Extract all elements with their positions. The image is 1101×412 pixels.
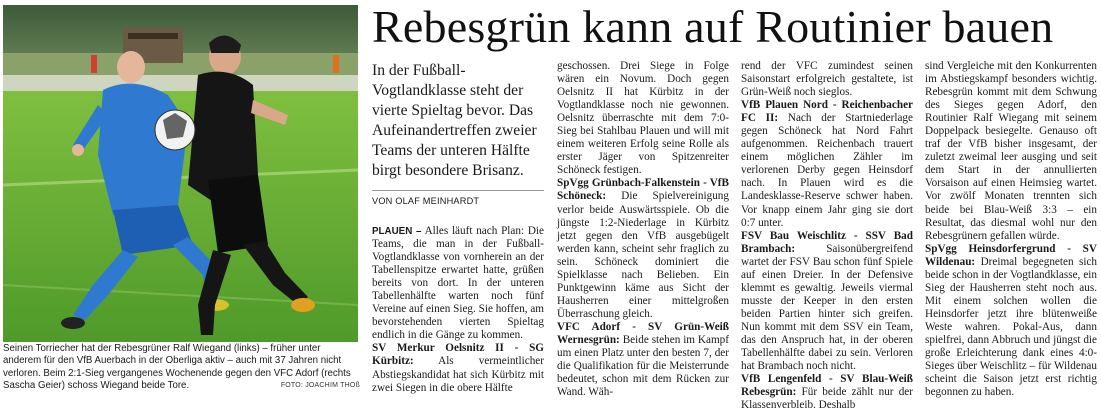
match-heading: VFC Adorf - SV Grün-Weiß Wernesgrün: xyxy=(557,320,729,346)
paragraph-match-heinsdorf-wildenau: SpVgg Heinsdorfergrund - SV Wildenau: Dreimal begegneten sich beide schon in der Vogtlandklasse, ein Sieg der Hausherren steht noch aus. Mit einem solchen wollen die Heinsdorfer jetzt ihre blütenweiße Weste wahren. Pokal-Aus, dann spielfrei, dann Abbruch und jüngst die große Erleichterung dank eines 4:0-Sieges über Weischlitz – für Wildenau scheint die Saison jetzt erst richtig begonnen zu haben. xyxy=(925,242,1097,399)
text-column-1 xyxy=(372,225,544,400)
paragraph-match-oelsnitz-kuerbitz: SV Merkur Oelsnitz II - SG Kürbitz: Als vermeintlicher Abstiegskandidat hat sich Kürbitz mit zwei Siegen in die obere Hälfte xyxy=(372,342,544,394)
paragraph: sind Vergleiche mit den Konkurrenten im Abstiegskampf besonders wichtig. Rebesgrün kommt mit dem Schwung des Sieges gegen Adorf, den Routinier Ralf Wiegang mit seinem Doppelpack besiegelte. Genauso oft traf der VfB bisher insgesamt, der zuletzt zweimal leer ausging und seit dem Start in der annullierten Vorsaison auf einen Heimsieg wartet. Vor zwölf Monaten trennten sich beide bei Blau-Weiß 3:3 – ein Resultat, das diesmal wohl nur den Rebesgrünern gefallen würde. xyxy=(925,60,1097,242)
article-intro: In der Fußball-Vogtlandklasse steht der vierte Spieltag bevor. Das Aufeinandertreffen zweier Teams der unteren Hälfte birgt besondere Brisanz. xyxy=(372,62,537,179)
match-heading: FSV Bau Weischlitz - SSV Bad Brambach: xyxy=(741,229,913,255)
paragraph: rend der VFC zumindest seinen Saisonstart erfolgreich gestaltete, ist Grün-Weiß noch sieglos. xyxy=(741,60,913,99)
paragraph-match-lengenfeld-rebesgruen: VfB Lengenfeld - SV Blau-Weiß Rebesgrün: Für beide zählt nur der Klassenverbleib. Deshalb xyxy=(741,373,913,412)
paragraph-match-weischlitz-brambach: FSV Bau Weischlitz - SSV Bad Brambach: Saisonübergreifend wartet der FSV Bau schon fünf Spiele auf einen Dreier. In der Defensive klemmt es gewaltig. Jeweils viermal musste der Keeper in den ersten beiden Partien hinter sich greifen. Nun kommt mit dem SSV ein Team, das den Anspruch hat, in der oberen Tabellenhälfte dabei zu sein. Verloren hat Brambach noch nicht. xyxy=(741,229,913,373)
match-heading: VfB Lengenfeld - SV Blau-Weiß Rebesgrün: xyxy=(741,373,913,399)
paragraph-match-adorf-wernesgruen: VFC Adorf - SV Grün-Weiß Wernesgrün: Beide stehen im Kampf um einen Platz unter den besten 7, der die Qualifikation für die Meisterrunde bedeutet, schon mit dem Rücken zur Wand. Wäh- xyxy=(557,320,729,399)
photo-credit: FOTO: JOACHIM THOß xyxy=(280,382,360,390)
photo-caption-text: Seinen Torriecher hat der Rebesgrüner Ralf Wiegand (links) – früher unter anderem für den VfB Auerbach in der Oberliga aktiv – auch mit 37 Jahren nicht verloren. Beim 2:1-Sieg vergangenes Wochenende gegen den VFC Adorf (rechts Sascha Geier) schoss Wiegand beide Tore. xyxy=(3,343,351,392)
match-heading: SV Merkur Oelsnitz II - SG Kürbitz: xyxy=(372,342,544,368)
photo-caption xyxy=(3,343,360,393)
football-players-image xyxy=(3,5,358,342)
paragraph-lead: PLAUEN – Alles läuft nach Plan: Die Teams, die man in der Fußball-Vogtlandklasse von vornherein an der Tabellenspitze erwartet hatte, grüßen bereits von dort. In der unteren Tabellenhälfte warten noch fünf Vereine auf einen Sieg. Sie hoffen, am bevorstehenden vierten Spieltag endlich in die Gänge zu kommen. xyxy=(372,225,544,342)
text-column-4 xyxy=(925,60,1097,400)
match-heading: SpVgg Heinsdorfergrund - SV Wildenau: xyxy=(925,242,1097,268)
article-headline: Rebesgrün kann auf Routinier bauen xyxy=(372,1,1054,52)
dateline: PLAUEN – xyxy=(372,226,422,237)
paragraph: geschossen. Drei Siege in Folge wären ein Novum. Doch gegen Oelsnitz II hat Kürbitz in der Vogtlandklasse noch nie gewonnen. Oelsnitz überraschte mit dem 7:0-Sieg bei Stahlbau Plauen und will mit einem weiteren Erfolg seine Rolle als erster Jäger von Spitzenreiter Schöneck festigen. xyxy=(557,60,729,177)
text-column-3 xyxy=(741,60,913,412)
match-heading: SpVgg Grünbach-Falkenstein - VfB Schöneck: xyxy=(557,177,729,203)
byline-divider xyxy=(372,190,544,191)
paragraph-match-plauen-reichenbach: VfB Plauen Nord - Reichenbacher FC II: Nach der Startniederlage gegen Schöneck hat Nord Fahrt aufgenommen. Reichenbach trauert einem möglichen Zähler im verlorenen Derby gegen Heinsdorf nach. In Plauen wird es die Landesklasse-Reserve schwer haben. Vor knapp einem Jahr ging sie dort 0:7 unter. xyxy=(741,99,913,229)
match-heading: VfB Plauen Nord - Reichenbacher FC II: xyxy=(741,99,913,125)
article-byline: VON OLAF MEINHARDT xyxy=(372,196,480,206)
text-column-2 xyxy=(557,60,729,400)
paragraph-match-gruenbach-schoeneck: SpVgg Grünbach-Falkenstein - VfB Schöneck: Die Spielvereinigung verlor beide Auswärtsspiele. Ob die jüngste 1:2-Niederlage in Kürbitz jetzt gegen den VfB ausgebügelt werden kann, scheint sehr fraglich zu sein. Schöneck dominiert die Spielklasse nach Belieben. Ein Punktgewinn käme aus Sicht der Hausherren einer mittelgroßen Überraschung gleich. xyxy=(557,177,729,320)
match-photo xyxy=(3,5,358,342)
